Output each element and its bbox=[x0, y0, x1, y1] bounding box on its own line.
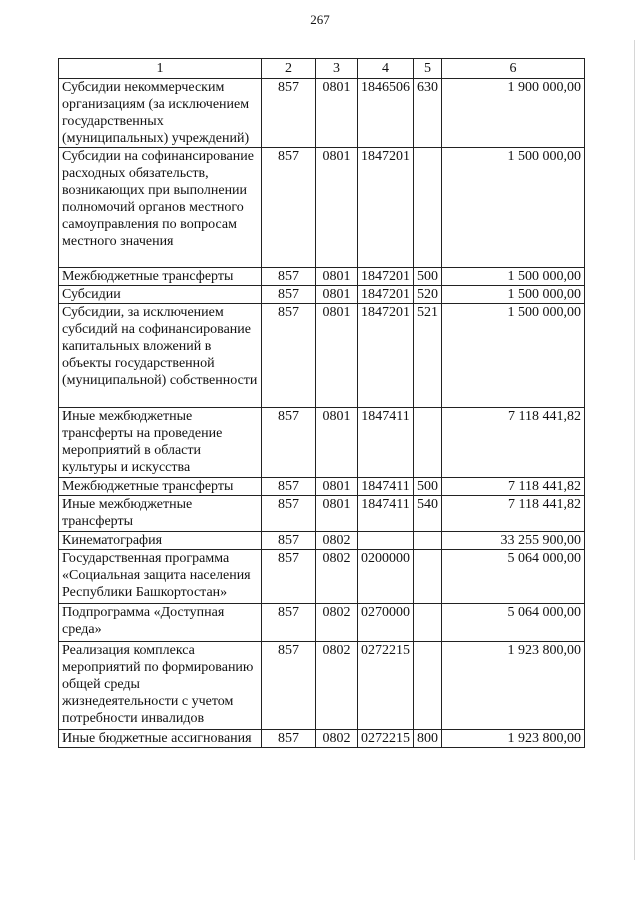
admin-code-cell: 857 bbox=[262, 730, 316, 748]
sum-cell: 1 500 000,00 bbox=[442, 286, 585, 304]
admin-code-cell: 857 bbox=[262, 268, 316, 286]
expense-type-cell: 800 bbox=[414, 730, 442, 748]
header-cell: 4 bbox=[358, 59, 414, 79]
name-cell: Субсидии на софинансирование расходных обязательств, возникающих при выполнении полномочий органов местного самоуправления по вопросам местного значения bbox=[59, 148, 262, 268]
admin-code-cell: 857 bbox=[262, 550, 316, 604]
name-cell: Реализация комплекса мероприятий по формированию общей среды жизнедеятельности с учетом потребности инвалидов bbox=[59, 642, 262, 730]
admin-code-cell: 857 bbox=[262, 286, 316, 304]
program-code-cell: 1846506 bbox=[358, 79, 414, 148]
section-code-cell: 0802 bbox=[316, 532, 358, 550]
table-row bbox=[59, 478, 585, 496]
name-cell: Государственная программа «Социальная защита населения Республики Башкортостан» bbox=[59, 550, 262, 604]
section-code-cell: 0802 bbox=[316, 642, 358, 730]
name-cell: Межбюджетные трансферты bbox=[59, 268, 262, 286]
table-row bbox=[59, 286, 585, 304]
program-code-cell: 0200000 bbox=[358, 550, 414, 604]
expense-type-cell bbox=[414, 148, 442, 268]
name-cell: Иные межбюджетные трансферты на проведение мероприятий в области культуры и искусства bbox=[59, 408, 262, 478]
scan-edge-line bbox=[634, 40, 635, 860]
section-code-cell: 0802 bbox=[316, 550, 358, 604]
section-code-cell: 0801 bbox=[316, 148, 358, 268]
name-cell: Субсидии bbox=[59, 286, 262, 304]
sum-cell: 1 500 000,00 bbox=[442, 304, 585, 408]
sum-cell: 1 923 800,00 bbox=[442, 730, 585, 748]
table-row bbox=[59, 642, 585, 730]
page-number: 267 bbox=[310, 12, 330, 27]
header-cell: 6 bbox=[442, 59, 585, 79]
expense-type-cell: 500 bbox=[414, 478, 442, 496]
program-code-cell: 1847201 bbox=[358, 268, 414, 286]
expense-type-cell bbox=[414, 408, 442, 478]
expense-type-cell: 520 bbox=[414, 286, 442, 304]
program-code-cell: 1847411 bbox=[358, 478, 414, 496]
expense-type-cell: 521 bbox=[414, 304, 442, 408]
sum-cell: 7 118 441,82 bbox=[442, 496, 585, 532]
program-code-cell: 1847411 bbox=[358, 408, 414, 478]
table-row bbox=[59, 730, 585, 748]
sum-cell: 1 923 800,00 bbox=[442, 642, 585, 730]
table-row bbox=[59, 550, 585, 604]
expense-type-cell bbox=[414, 604, 442, 642]
expense-type-cell bbox=[414, 642, 442, 730]
table-row bbox=[59, 496, 585, 532]
table-row bbox=[59, 408, 585, 478]
admin-code-cell: 857 bbox=[262, 79, 316, 148]
header-cell: 3 bbox=[316, 59, 358, 79]
section-code-cell: 0801 bbox=[316, 304, 358, 408]
section-code-cell: 0801 bbox=[316, 478, 358, 496]
header-cell: 5 bbox=[414, 59, 442, 79]
table-row bbox=[59, 79, 585, 148]
admin-code-cell: 857 bbox=[262, 478, 316, 496]
name-cell: Межбюджетные трансферты bbox=[59, 478, 262, 496]
program-code-cell bbox=[358, 532, 414, 550]
table-row bbox=[59, 304, 585, 408]
name-cell: Подпрограмма «Доступная среда» bbox=[59, 604, 262, 642]
name-cell: Субсидии, за исключением субсидий на софинансирование капитальных вложений в объекты государственной (муниципальной) собственности bbox=[59, 304, 262, 408]
section-code-cell: 0802 bbox=[316, 730, 358, 748]
admin-code-cell: 857 bbox=[262, 604, 316, 642]
table-row bbox=[59, 604, 585, 642]
admin-code-cell: 857 bbox=[262, 642, 316, 730]
program-code-cell: 1847201 bbox=[358, 304, 414, 408]
admin-code-cell: 857 bbox=[262, 408, 316, 478]
sum-cell: 33 255 900,00 bbox=[442, 532, 585, 550]
table-row bbox=[59, 148, 585, 268]
budget-table bbox=[58, 58, 585, 748]
sum-cell: 7 118 441,82 bbox=[442, 408, 585, 478]
program-code-cell: 1847201 bbox=[358, 148, 414, 268]
name-cell: Иные межбюджетные трансферты bbox=[59, 496, 262, 532]
table-body bbox=[59, 79, 585, 748]
expense-type-cell bbox=[414, 550, 442, 604]
sum-cell: 1 500 000,00 bbox=[442, 148, 585, 268]
expense-type-cell: 630 bbox=[414, 79, 442, 148]
sum-cell: 1 900 000,00 bbox=[442, 79, 585, 148]
admin-code-cell: 857 bbox=[262, 496, 316, 532]
section-code-cell: 0802 bbox=[316, 604, 358, 642]
header-cell: 1 bbox=[59, 59, 262, 79]
sum-cell: 5 064 000,00 bbox=[442, 604, 585, 642]
section-code-cell: 0801 bbox=[316, 408, 358, 478]
name-cell: Кинематография bbox=[59, 532, 262, 550]
sum-cell: 7 118 441,82 bbox=[442, 478, 585, 496]
program-code-cell: 0272215 bbox=[358, 730, 414, 748]
name-cell: Иные бюджетные ассигнования bbox=[59, 730, 262, 748]
program-code-cell: 1847201 bbox=[358, 286, 414, 304]
program-code-cell: 0270000 bbox=[358, 604, 414, 642]
admin-code-cell: 857 bbox=[262, 148, 316, 268]
header-cell: 2 bbox=[262, 59, 316, 79]
expense-type-cell: 540 bbox=[414, 496, 442, 532]
expense-type-cell bbox=[414, 532, 442, 550]
section-code-cell: 0801 bbox=[316, 496, 358, 532]
expense-type-cell: 500 bbox=[414, 268, 442, 286]
section-code-cell: 0801 bbox=[316, 268, 358, 286]
section-code-cell: 0801 bbox=[316, 79, 358, 148]
name-cell: Субсидии некоммерческим организациям (за исключением государственных (муниципальных) учреждений) bbox=[59, 79, 262, 148]
sum-cell: 5 064 000,00 bbox=[442, 550, 585, 604]
table-header-row bbox=[59, 59, 585, 79]
admin-code-cell: 857 bbox=[262, 304, 316, 408]
section-code-cell: 0801 bbox=[316, 286, 358, 304]
program-code-cell: 1847411 bbox=[358, 496, 414, 532]
program-code-cell: 0272215 bbox=[358, 642, 414, 730]
table-row bbox=[59, 532, 585, 550]
admin-code-cell: 857 bbox=[262, 532, 316, 550]
table-row bbox=[59, 268, 585, 286]
sum-cell: 1 500 000,00 bbox=[442, 268, 585, 286]
